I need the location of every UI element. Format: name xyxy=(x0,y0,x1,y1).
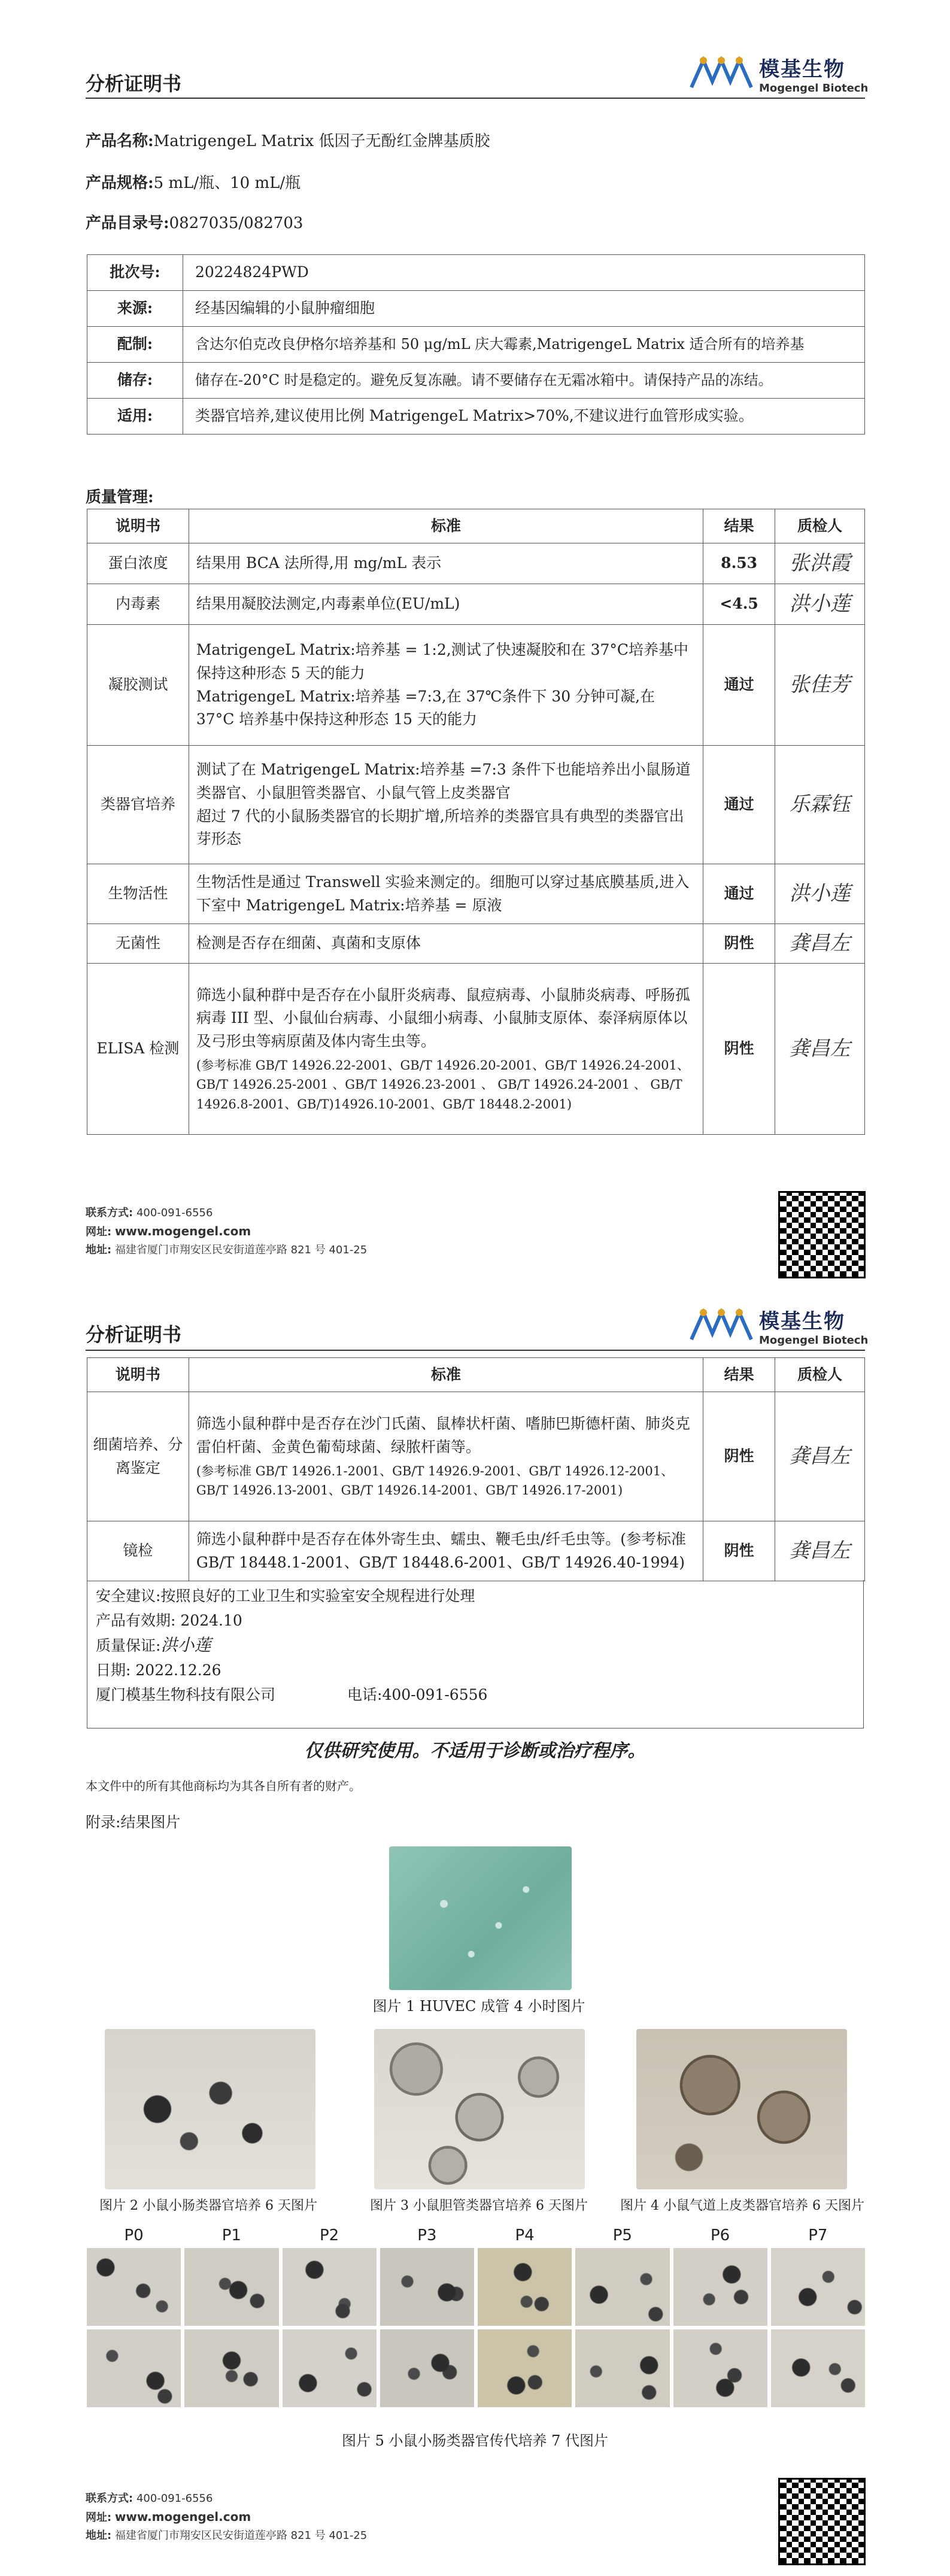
table-row xyxy=(87,625,865,746)
qc-item: 内毒素 xyxy=(87,584,189,625)
table-row xyxy=(87,864,865,924)
passage-photo xyxy=(283,2248,377,2326)
logo-cn: 模基生物 xyxy=(759,1310,845,1333)
fig3-caption: 图片 3 小鼠胆管类器官培养 6 天图片 xyxy=(370,2198,588,2213)
info-value: 20224824PWD xyxy=(183,255,865,291)
page1-header-title: 分析证明书 xyxy=(86,72,182,95)
qc-item: 细菌培养、分离鉴定 xyxy=(87,1392,189,1521)
expiry-line: 产品有效期: 2024.10 xyxy=(96,1612,242,1629)
qc-header: 质检人 xyxy=(775,1358,865,1392)
passage-photo xyxy=(673,2329,767,2407)
inspector-signature: 洪小莲 xyxy=(775,864,865,924)
passage-photo xyxy=(771,2329,865,2407)
qc-item: 类器官培养 xyxy=(87,746,189,864)
airway-organoid-image xyxy=(636,2029,847,2189)
passage-photo xyxy=(184,2248,278,2326)
table-row xyxy=(87,1392,865,1521)
qr-code-icon xyxy=(778,1191,866,1278)
certification-block xyxy=(87,1580,864,1729)
qc-standard: 结果用 BCA 法所得,用 mg/mL 表示 xyxy=(189,543,703,584)
info-label: 配制: xyxy=(87,327,183,363)
qc-result: 阴性 xyxy=(703,1392,775,1521)
passage-photo xyxy=(575,2248,669,2326)
passage-label: P3 xyxy=(417,2226,437,2244)
page1-footer: 联系方式: 400-091-6556 网址: www.mogengel.com 地址: 福建省厦门市翔安区民安街道莲亭路 821 号 401-25 xyxy=(86,1207,368,1256)
qc-header: 结果 xyxy=(703,509,775,543)
qc-standard: 结果用凝胶法测定,内毒素单位(EU/mL) xyxy=(189,584,703,625)
qc-item: 生物活性 xyxy=(87,864,189,924)
logo-en: Mogengel Biotech xyxy=(759,1334,869,1347)
table-row xyxy=(87,1521,865,1581)
table-row xyxy=(87,924,865,964)
qc-header: 标准 xyxy=(189,509,703,543)
passage-photo xyxy=(380,2329,474,2407)
passage-photo xyxy=(87,2248,181,2326)
qc-standard-text: 筛选小鼠种群中是否存在小鼠肝炎病毒、鼠痘病毒、小鼠肺炎病毒、呼肠孤病毒 III 型、小鼠仙台病毒、小鼠细小病毒、小鼠肺支原体、泰泽病原体以及弓形虫等病原菌及体内寄生虫等。 xyxy=(196,986,690,1050)
page1-logo xyxy=(688,53,868,95)
passage-photo xyxy=(380,2248,474,2326)
product-spec-line: 产品规格:5 mL/瓶、10 mL/瓶 xyxy=(86,174,301,192)
info-label: 适用: xyxy=(87,399,183,435)
passage-label: P1 xyxy=(221,2226,241,2244)
qc-title: 质量管理: xyxy=(86,488,154,506)
huvec-image xyxy=(389,1846,572,1990)
info-value: 含达尔伯克改良伊格尔培养基和 50 μg/mL 庆大霉素,MatrigengeL Matrix 适合所有的培养基 xyxy=(183,327,865,363)
passage-photo xyxy=(478,2248,572,2326)
fig2-caption: 图片 2 小鼠小肠类器官培养 6 天图片 xyxy=(99,2198,317,2213)
inspector-signature: 龚昌左 xyxy=(775,1521,865,1581)
qc-standard: 生物活性是通过 Transwell 实验来测定的。细胞可以穿过基底膜基质,进入下室中 MatrigengeL Matrix:培养基 = 原液 xyxy=(189,864,703,924)
page2-header-title: 分析证明书 xyxy=(86,1323,182,1346)
passage-label: P7 xyxy=(808,2226,828,2244)
page2-footer: 联系方式: 400-091-6556 网址: www.mogengel.com 地址: 福建省厦门市翔安区民安街道莲亭路 821 号 401-25 xyxy=(86,2492,368,2542)
page2-logo xyxy=(688,1305,868,1347)
company-line: 厦门模基生物科技有限公司 电话:400-091-6556 xyxy=(96,1686,488,1703)
qc-item: ELISA 检测 xyxy=(87,964,189,1135)
info-label: 来源: xyxy=(87,291,183,327)
qc-standard-ref: (参考标准 GB/T 14926.22-2001、GB/T 14926.20-2001、GB/T 14926.24-2001、GB/T 14926.25-2001 、GB/T 14926.23-2001 、 GB/T 14926.24-2001 、 GB/T 14926.8-2001、GB/T)14926.10-2001、GB/T 18448.2-2001) xyxy=(196,1058,690,1111)
qc-result: 通过 xyxy=(703,864,775,924)
qc-result: 通过 xyxy=(703,746,775,864)
qc-result: 阴性 xyxy=(703,964,775,1135)
passage-label: P6 xyxy=(711,2226,730,2244)
qa-line: 质量保证:洪小莲 xyxy=(96,1635,211,1655)
table-row xyxy=(87,543,865,584)
passage-photo xyxy=(283,2329,377,2407)
qc-standard: MatrigengeL Matrix:培养基 = 1:2,测试了快速凝胶和在 37°C培养基中保持这种形态 5 天的能力 MatrigengeL Matrix:培养基 =7:3,在 37℃条件下 30 分钟可凝,在 37°C 培养基中保持这种形态 15 天的能力 xyxy=(189,625,703,746)
inspector-signature: 洪小莲 xyxy=(775,584,865,625)
trademark-notice: 本文件中的所有其他商标均为其各自所有者的财产。 xyxy=(86,1779,361,1793)
header-divider xyxy=(86,98,865,99)
header-divider xyxy=(86,1350,865,1351)
appendix-title: 附录:结果图片 xyxy=(86,1813,181,1831)
qc-standard: 检测是否存在细菌、真菌和支原体 xyxy=(189,924,703,964)
inspector-signature: 张洪霞 xyxy=(775,543,865,584)
fig5-caption: 图片 5 小鼠小肠类器官传代培养 7 代图片 xyxy=(341,2432,609,2449)
qc-table-continued xyxy=(87,1357,865,1581)
qc-table xyxy=(87,509,865,1135)
qc-standard: 测试了在 MatrigengeL Matrix:培养基 =7:3 条件下也能培养出小鼠肠道类器官、小鼠胆管类器官、小鼠气管上皮类器官 超过 7 代的小鼠肠类器官的长期扩增,所培养的类器官具有典型的类器官出芽形态 xyxy=(189,746,703,864)
qc-item: 无菌性 xyxy=(87,924,189,964)
qc-header: 质检人 xyxy=(775,509,865,543)
qc-result: 阴性 xyxy=(703,1521,775,1581)
logo-cn: 模基生物 xyxy=(759,57,845,81)
qc-header: 标准 xyxy=(189,1358,703,1392)
info-value: 类器官培养,建议使用比例 MatrigengeL Matrix>70%,不建议进行血管形成实验。 xyxy=(183,399,865,435)
qc-result: 通过 xyxy=(703,625,775,746)
passage-label: P4 xyxy=(515,2226,535,2244)
qc-standard-text: 筛选小鼠种群中是否存在沙门氏菌、鼠棒状杆菌、嗜肺巴斯德杆菌、肺炎克雷伯杆菌、金黄色葡萄球菌、绿脓杆菌等。 xyxy=(196,1415,690,1456)
qc-standard: 筛选小鼠种群中是否存在体外寄生虫、蠕虫、鞭毛虫/纤毛虫等。(参考标准 GB/T 18448.1-2001、GB/T 18448.6-2001、GB/T 14926.40-1994) xyxy=(189,1521,703,1581)
passage-label: P5 xyxy=(612,2226,632,2244)
info-value: 储存在-20°C 时是稳定的。避免反复冻融。请不要储存在无霜冰箱中。请保持产品的冻结。 xyxy=(183,363,865,399)
qc-header: 说明书 xyxy=(87,1358,189,1392)
fig4-caption: 图片 4 小鼠气道上皮类器官培养 6 天图片 xyxy=(620,2198,864,2213)
logo-icon xyxy=(688,1307,754,1345)
passage-photo xyxy=(184,2329,278,2407)
qc-result: 阴性 xyxy=(703,924,775,964)
qc-item: 凝胶测试 xyxy=(87,625,189,746)
qr-code-icon xyxy=(778,2478,866,2565)
research-only-notice: 仅供研究使用。不适用于诊断或治疗程序。 xyxy=(304,1740,646,1761)
small-intestine-organoid-image xyxy=(105,2029,315,2189)
inspector-signature: 龚昌左 xyxy=(775,964,865,1135)
catalog-line: 产品目录号:0827035/082703 xyxy=(86,214,303,232)
qc-header: 结果 xyxy=(703,1358,775,1392)
info-label: 储存: xyxy=(87,363,183,399)
safety-note: 安全建议:按照良好的工业卫生和实验室安全规程进行处理 xyxy=(96,1587,475,1605)
passage-grid xyxy=(87,2226,865,2424)
info-label: 批次号: xyxy=(87,255,183,291)
qc-standard-ref: (参考标准 GB/T 14926.1-2001、GB/T 14926.9-2001、GB/T 14926.12-2001、GB/T 14926.13-2001、GB/T 14926.14-2001、GB/T 14926.17-2001) xyxy=(196,1463,674,1498)
qa-signature: 洪小莲 xyxy=(160,1635,211,1655)
qc-standard xyxy=(189,964,703,1135)
product-name-line: 产品名称:MatrigengeL Matrix 低因子无酚红金牌基质胶 xyxy=(86,132,490,150)
qc-result: 8.53 xyxy=(703,543,775,584)
fig1-caption: 图片 1 HUVEC 成管 4 小时图片 xyxy=(372,1998,585,2015)
qc-result: <4.5 xyxy=(703,584,775,625)
qc-standard xyxy=(189,1392,703,1521)
passage-photo xyxy=(673,2248,767,2326)
passage-photo xyxy=(478,2329,572,2407)
bile-duct-organoid-image xyxy=(374,2029,585,2189)
product-info-table xyxy=(87,254,865,435)
passage-label: P2 xyxy=(320,2226,339,2244)
inspector-signature: 乐霖钰 xyxy=(775,746,865,864)
inspector-signature: 张佳芳 xyxy=(775,625,865,746)
qc-header: 说明书 xyxy=(87,509,189,543)
qc-item: 蛋白浓度 xyxy=(87,543,189,584)
inspector-signature: 龚昌左 xyxy=(775,924,865,964)
passage-photo xyxy=(87,2329,181,2407)
logo-icon xyxy=(688,54,754,93)
table-row xyxy=(87,746,865,864)
date-line: 日期: 2022.12.26 xyxy=(96,1661,221,1679)
passage-photo xyxy=(771,2248,865,2326)
logo-en: Mogengel Biotech xyxy=(759,82,869,95)
table-row xyxy=(87,584,865,625)
passage-photo xyxy=(575,2329,669,2407)
qc-item: 镜检 xyxy=(87,1521,189,1581)
inspector-signature: 龚昌左 xyxy=(775,1392,865,1521)
info-value: 经基因编辑的小鼠肿瘤细胞 xyxy=(183,291,865,327)
passage-label: P0 xyxy=(124,2226,144,2244)
table-row xyxy=(87,964,865,1135)
